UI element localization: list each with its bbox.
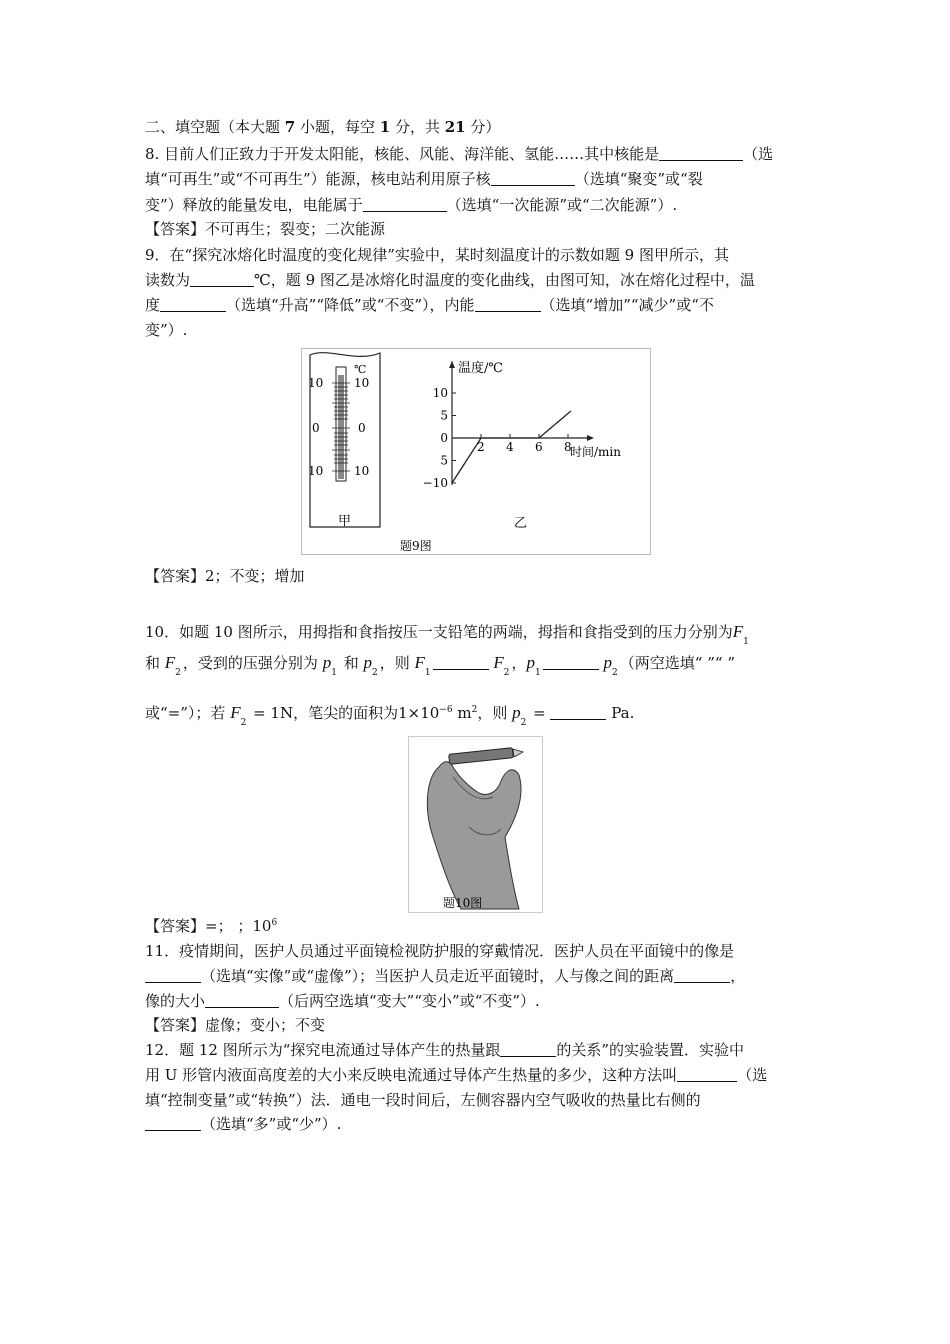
blank[interactable] [543,655,599,670]
y-axis-arrow [449,361,455,368]
x-tick-label: 6 [535,440,543,454]
thermometer-tick-left: 10 [308,376,324,390]
x-tick-label: 8 [564,440,572,454]
thermometer-tick-right: 10 [354,376,370,390]
hand [427,762,521,909]
figure-9-caption: 题9图 [400,539,432,553]
thermometer-tick-right: 0 [358,421,366,435]
q11-line3: 像的大小 （后两空选填“变大”“变小”或“不变”）. [145,992,540,1010]
q8-line2: 填“可再生”或“不可再生”）能源，核电站利用原子核 （选填“聚变”或“裂 [145,170,703,188]
label-yi: 乙 [514,516,528,531]
x-axis-arrow [587,435,594,441]
q11-answer: 【答案】虚像；变小；不变 [145,1016,326,1034]
blank[interactable] [160,297,226,312]
q10-line2: 和 $F_2$，受到的压强分别为 $p_1$ 和 $p_2$，则 $F_1$ $F_2$，$p_1$ $p_2$（两空选填“ ”“ ” [145,653,735,678]
x-tick-label: 2 [477,440,485,454]
q9-line1: 9．在“探究冰熔化时温度的变化规律”实验中，某时刻温度计的示数如题 9 图甲所示，其 [145,246,729,264]
blank[interactable] [659,146,743,161]
x-axis-label: 时间/min [570,445,621,459]
q12-line4: （选填“多”或“少”）. [145,1115,341,1133]
figure-9-svg [302,349,650,554]
y-tick-label: 5 [440,453,448,468]
pencil-tip [513,749,523,757]
q11-line2: （选填“实像”或“虚像”）；当医护人员走近平面镜时，人与像之间的距离 ， [145,967,745,985]
q9-line2: 读数为 ℃，题 9 图乙是冰熔化时温度的变化曲线，由图可知，冰在熔化过程中，温 [145,271,755,289]
q9-line4: 变”）. [145,321,188,339]
blank[interactable] [145,1116,201,1131]
blank[interactable] [475,297,541,312]
q10-answer: 【答案】=； ；$10^6$ [145,917,278,935]
q12-line3: 填“控制变量”或“转换”）法．通电一段时间后，左侧容器内空气吸收的热量比右侧的 [145,1091,701,1109]
thermometer-tick-left: 10 [308,464,324,478]
blank[interactable] [205,993,279,1008]
blank[interactable] [674,968,730,983]
blank[interactable] [491,171,575,186]
y-tick-label: 10 [432,386,448,400]
q8-line1: 8. 目前人们正致力于开发太阳能，核能、风能、海洋能、氢能……其中核能是 （选 [145,145,774,163]
blank[interactable] [190,272,254,287]
q10-line3: 或“=”）；若 $F_2 = 1N$，笔尖的面积为$1\times 10^{-6}$ $m^2$，则 $p_2 = Pa$. [145,703,635,728]
thermometer-unit: ℃ [354,363,367,376]
thermometer-tick-right: 10 [354,464,370,478]
q12-line2: 用 U 形管内液面高度差的大小来反映电流通过导体产生热量的多少，这种方法叫 （选 [145,1066,768,1084]
q9-answer: 【答案】2；不变；增加 [145,567,305,585]
melting-chart [423,360,622,490]
blank[interactable] [550,705,606,720]
figure-10-svg [409,737,542,912]
y-tick-label: −10 [422,476,448,490]
pencil [449,748,514,765]
figure-9 [301,348,651,555]
blank[interactable] [500,1042,556,1057]
q10-line1: 10．如题 10 图所示，用拇指和食指按压一支铅笔的两端，拇指和食指受到的压力分别为$F_1$ [145,622,749,647]
y-tick-label: 0 [440,431,448,445]
blank[interactable] [145,968,201,983]
x-tick-label: 4 [506,440,514,454]
blank[interactable] [677,1067,737,1082]
q11-line1: 11．疫情期间，医护人员通过平面镜检视防护服的穿戴情况．医护人员在平面镜中的像是 [145,942,735,960]
label-jia: 甲 [338,514,352,529]
y-axis-label: 温度/℃ [458,361,503,376]
q12-line1: 12．题 12 图所示为“探究电流通过导体产生的热量跟 的关系”的实验装置．实验中 [145,1041,745,1059]
y-tick-label: 5 [440,408,448,423]
figure-10 [408,736,543,913]
q8-answer: 【答案】不可再生；裂变；二次能源 [145,220,386,238]
q9-line3: 度 （选填“升高”“降低”或“不变”），内能 （选填“增加”“减少”或“不 [145,296,714,314]
blank[interactable] [433,655,489,670]
thermometer-tick-left: 0 [312,421,320,435]
blank[interactable] [363,197,447,212]
figure-10-caption: 题10图 [443,896,483,910]
q8-line3: 变”）释放的能量发电，电能属于 （选填“一次能源”或“二次能源”）. [145,196,678,214]
section-header: 二、填空题（本大题 7 小题，每空 1 分，共 21 分） [145,118,501,136]
